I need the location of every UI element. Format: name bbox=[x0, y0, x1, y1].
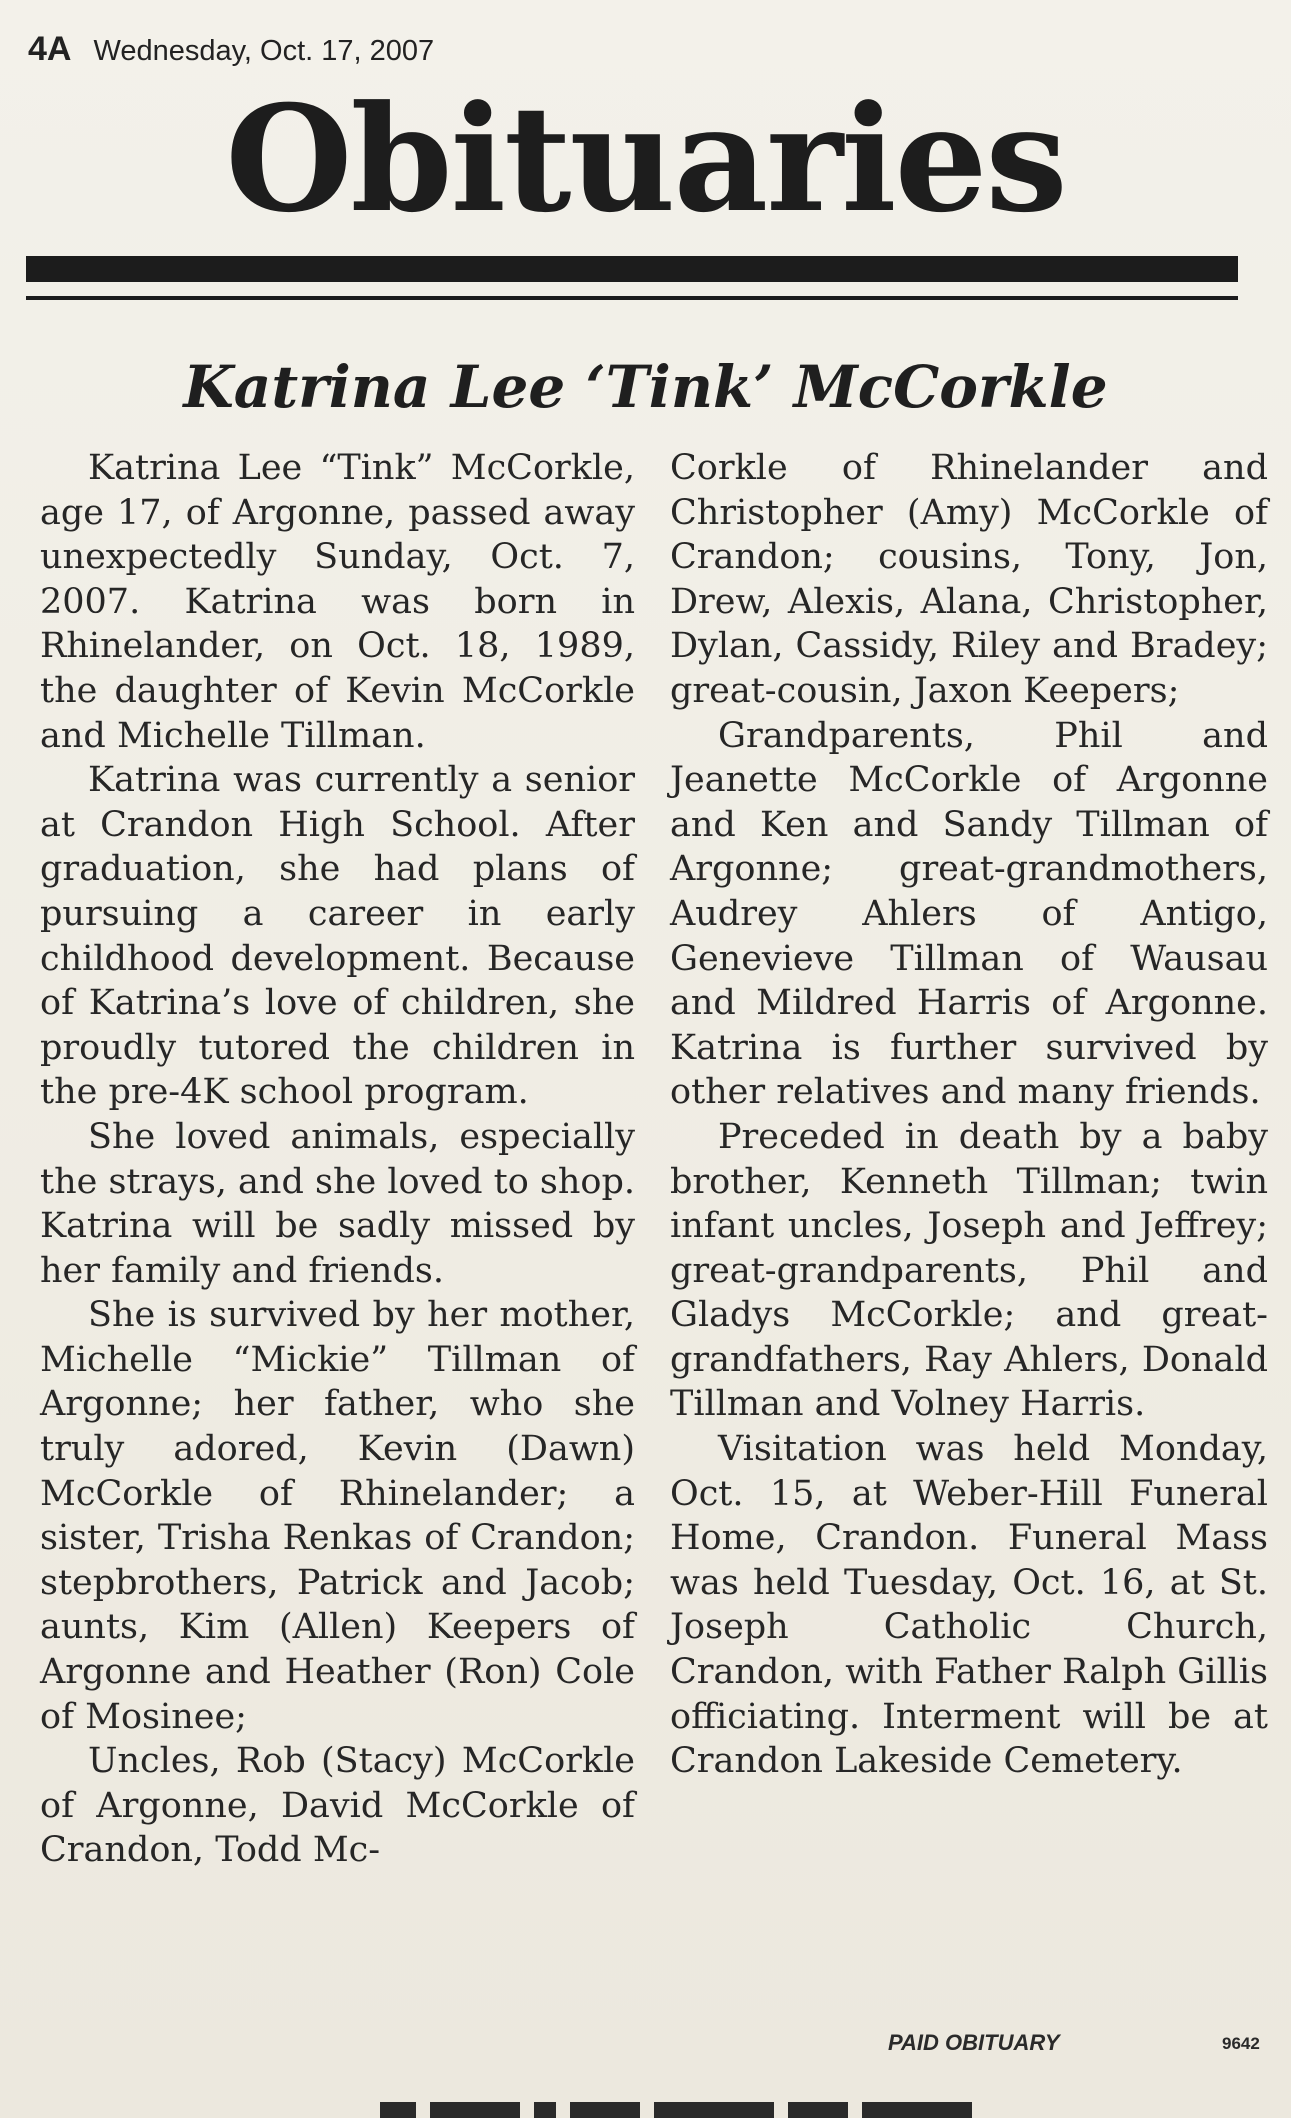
paragraph-preceded: Preceded in death by a baby brother, Kenneth Tillman; twin infant uncles, Joseph and Jeffrey; great-grandparents, Phil and Gladys McCorkle; and great-grandfathers, Ray Ahlers, Donald Tillman and Volney Harris. bbox=[670, 1116, 1268, 1425]
paragraph-interests: She loved animals, especially the strays, and she loved to shop. Katrina will be sadly missed by her family and friends. bbox=[40, 1116, 635, 1291]
paid-obituary-label: PAID OBITUARY bbox=[888, 2030, 1060, 2055]
paragraph-grandparents: Grandparents, Phil and Jeanette McCorkle of Argonne and Ken and Sandy Tillman of Argonne; great-grandmothers, Audrey Ahlers of Antigo, Genevieve Tillman of Wausau and Mildred Harris of Argonne. Katrina is further survived by other relatives and many friends. bbox=[670, 715, 1268, 1113]
obituary-column-left bbox=[40, 446, 635, 1873]
ad-code: 9642 bbox=[1222, 2034, 1260, 2053]
section-title: Obituaries bbox=[225, 74, 1066, 245]
paragraph-uncles: Uncles, Rob (Stacy) McCorkle of Argonne, David McCorkle of Crandon, Todd Mc- bbox=[40, 1741, 635, 1871]
next-headline-fragment bbox=[380, 2102, 1100, 2118]
obituary-column-right bbox=[670, 446, 1268, 1784]
masthead-thick-rule bbox=[26, 256, 1238, 282]
obituary-headline: Katrina Lee ‘Tink’ McCorkle bbox=[183, 353, 1108, 421]
paragraph-services: Visitation was held Monday, Oct. 15, at Weber-Hill Funeral Home, Crandon. Funeral Mass was held Tuesday, Oct. 16, at St. Joseph Catholic Church, Crandon, with Father Ralph Gillis officiating. Interment will be at Crandon Lakeside Cemetery. bbox=[670, 1429, 1269, 1782]
paragraph-school: Katrina was currently a senior at Crandon High School. After graduation, she had plans of pursuing a career in early childhood development. Because of Katrina’s love of children, she proudly tutored the children in the pre-4K school program. bbox=[40, 760, 635, 1113]
folio-line bbox=[28, 30, 434, 69]
paragraph-uncles-continued: Corkle of Rhinelander and Christopher (Amy) McCorkle of Crandon; cousins, Tony, Jon, Drew, Alexis, Alana, Christopher, Dylan, Cassidy, Riley and Bradey; great-cousin, Jaxon Keepers; bbox=[670, 448, 1268, 711]
paragraph-intro: Katrina Lee “Tink” McCorkle, age 17, of Argonne, passed away unexpectedly Sunday, Oct. 7, 2007. Katrina was born in Rhinelander, on Oct. 18, 1989, the daughter of Kevin McCorkle and Michelle Tillman. bbox=[40, 448, 635, 756]
masthead-thin-rule bbox=[26, 296, 1238, 300]
paragraph-survivors: She is survived by her mother, Michelle “Mickie” Tillman of Argonne; her father, who she truly adored, Kevin (Dawn) McCorkle of Rhinelander; a sister, Trisha Renkas of Crandon; stepbrothers, Patrick and Jacob; aunts, Kim (Allen) Keepers of Argonne and Heather (Ron) Cole of Mosinee; bbox=[40, 1295, 635, 1737]
issue-date: Wednesday, Oct. 17, 2007 bbox=[93, 35, 435, 67]
page-number: 4A bbox=[28, 30, 72, 68]
